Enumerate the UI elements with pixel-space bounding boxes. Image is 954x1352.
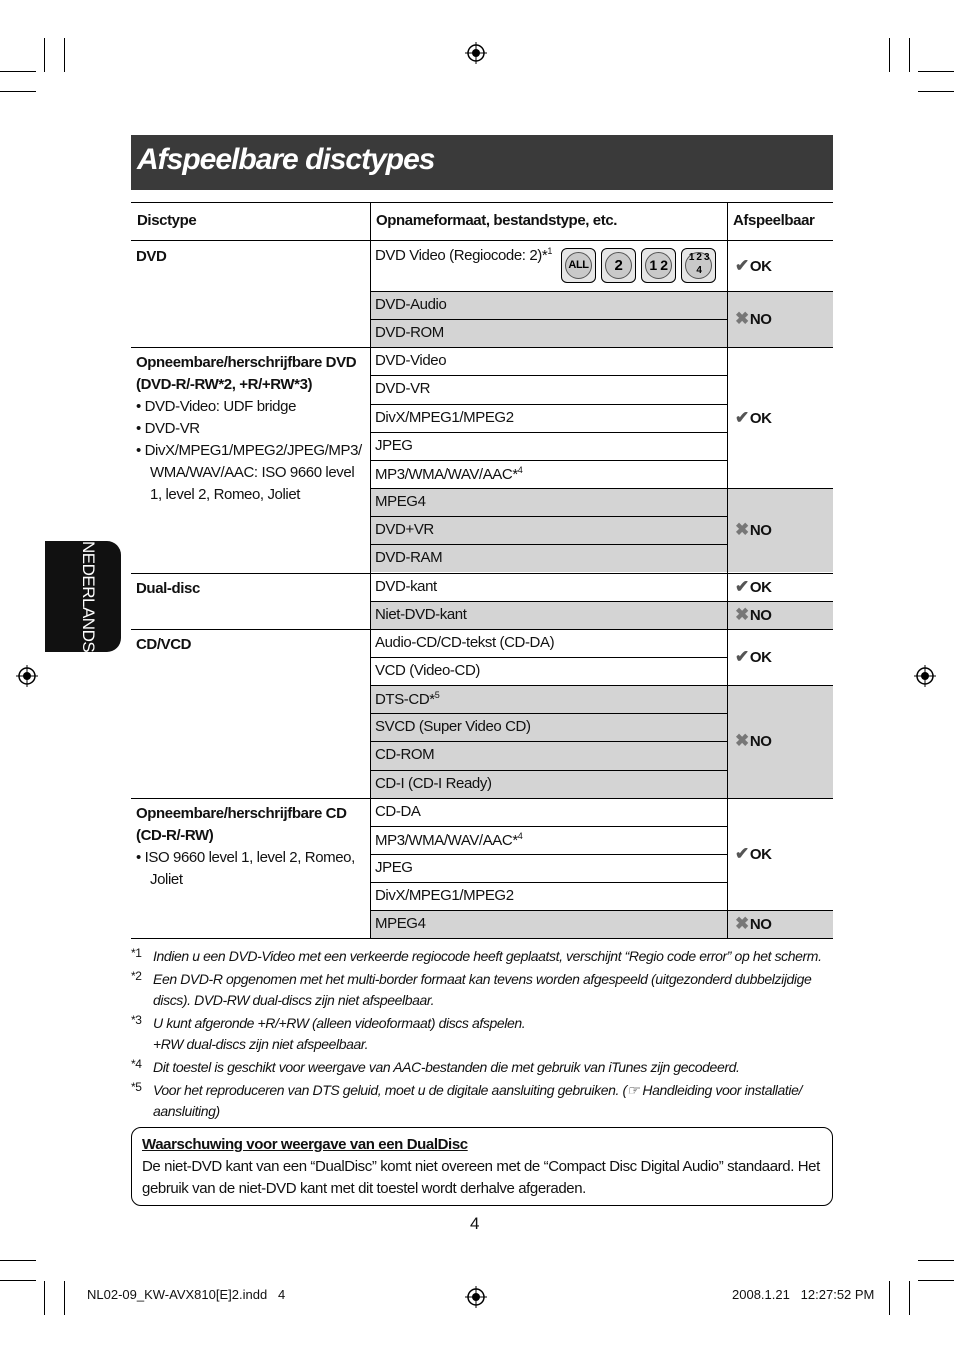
format-label: MP3/WMA/WAV/AAC*	[375, 831, 518, 849]
format-cell	[370, 798, 727, 826]
format-label: JPEG	[375, 859, 413, 876]
format-label: DVD-kant	[375, 577, 437, 595]
row-divider	[370, 488, 727, 489]
ok-badge	[735, 577, 772, 597]
warning-text: De niet-DVD kant van een “DualDisc” komt niet overeen met de “Compact Disc Digital Audio” standaard. Het gebruik van de niet-DVD kant met dit toestel wordt derhalve afgeraden.	[142, 1158, 820, 1197]
format-label: DTS-CD*	[375, 691, 435, 709]
format-label: VCD (Video-CD)	[375, 661, 480, 679]
format-cell	[370, 629, 727, 657]
cross-icon: ✖	[735, 520, 749, 540]
row-divider	[370, 291, 727, 292]
dualdisc-warning-box	[131, 1127, 833, 1206]
row-divider	[370, 601, 727, 602]
row-divider	[370, 657, 727, 658]
page-number: 4	[470, 1214, 480, 1233]
crop-mark	[918, 91, 954, 92]
no-badge	[735, 309, 772, 329]
ok-badge	[735, 408, 772, 428]
format-cell	[370, 291, 727, 319]
row-divider	[370, 319, 727, 320]
group-rule	[131, 938, 833, 939]
format-cell	[370, 319, 727, 347]
crop-mark	[0, 1260, 36, 1261]
format-label: CD-DA	[375, 802, 421, 820]
crop-mark	[64, 38, 65, 72]
crop-mark	[889, 38, 890, 72]
category-name: Dual-disc	[136, 579, 200, 597]
crop-mark	[0, 71, 36, 72]
row-divider	[370, 713, 727, 714]
format-label: CD-ROM	[375, 746, 435, 764]
format-cell	[370, 347, 727, 375]
disc-category	[136, 352, 365, 506]
format-cell	[370, 826, 727, 854]
category-name: Opneembare/herschrijfbare DVD	[136, 354, 357, 372]
category-bullet	[136, 440, 365, 506]
row-divider	[370, 404, 727, 405]
region-1-2-3-4-icon: 1 2 3 4	[681, 248, 716, 283]
no-badge	[735, 605, 772, 625]
format-label: DVD-Video	[375, 352, 447, 370]
category-bullet	[136, 847, 365, 891]
check-icon: ✔	[735, 576, 749, 596]
format-label: DVD+VR	[375, 521, 434, 539]
ok-label: OK	[749, 409, 772, 427]
header-format: Opnameformaat, bestandstype, etc.	[376, 212, 618, 229]
format-label: DVD Video (Regiocode: 2)*	[375, 247, 548, 264]
registration-mark-icon	[914, 665, 936, 687]
format-cell	[370, 882, 727, 910]
category-name: Opneembare/herschrijfbare CD	[136, 804, 347, 822]
format-label: MPEG4	[375, 493, 426, 511]
row-divider	[370, 460, 727, 461]
bullet-text: DVD-VR	[144, 420, 200, 438]
crop-mark	[918, 1280, 954, 1281]
registration-mark-icon	[16, 665, 38, 687]
format-cell	[370, 685, 727, 713]
format-label: Niet-DVD-kant	[375, 605, 467, 623]
format-cell	[370, 460, 727, 488]
row-divider	[370, 770, 727, 771]
header-disctype: Disctype	[137, 212, 197, 229]
row-divider	[370, 685, 727, 686]
format-cell	[370, 601, 727, 629]
bullet-icon: •	[136, 442, 145, 460]
header-playable: Afspeelbaar	[733, 212, 815, 229]
warning-title: Waarschuwing voor weergave van een DualDisc	[142, 1136, 468, 1153]
format-cell	[370, 404, 727, 432]
format-label: DVD-VR	[375, 380, 431, 398]
row-divider	[370, 882, 727, 883]
ok-badge	[735, 647, 772, 667]
crop-mark	[0, 1280, 36, 1281]
title-bar	[131, 135, 833, 190]
category-subname: (CD-R/-RW)	[136, 826, 214, 844]
check-icon: ✔	[735, 646, 749, 666]
format-label: DVD-ROM	[375, 324, 444, 342]
format-label: DVD-RAM	[375, 549, 443, 567]
crop-mark	[64, 1281, 65, 1315]
row-divider	[370, 741, 727, 742]
format-cell	[370, 544, 727, 572]
ok-label: OK	[749, 578, 772, 596]
column-divider	[370, 202, 371, 938]
region-2-icon: 2	[601, 248, 636, 283]
row-divider	[370, 432, 727, 433]
region-all-icon: ALL	[561, 248, 596, 283]
registration-mark-icon	[465, 1286, 487, 1308]
bullet-text: ISO 9660 level 1, level 2, Romeo, Joliet	[144, 848, 355, 888]
crop-mark	[918, 71, 954, 72]
row-divider	[727, 291, 833, 292]
row-divider	[370, 544, 727, 545]
crop-mark	[44, 1281, 45, 1315]
format-cell	[370, 573, 727, 601]
language-label: NEDERLANDS	[79, 541, 98, 653]
category-name: DVD	[136, 248, 167, 265]
bullet-text: DVD-Video: UDF bridge	[144, 398, 297, 416]
no-label: NO	[749, 606, 772, 624]
category-subname: (DVD-R/-RW*2, +R/+RW*3)	[136, 376, 313, 394]
ok-badge	[735, 844, 772, 864]
bullet-icon: •	[136, 848, 145, 866]
disc-category	[136, 246, 365, 268]
row-divider	[370, 826, 727, 827]
format-cell	[370, 375, 727, 403]
format-label: MP3/WMA/WAV/AAC*	[375, 465, 518, 483]
crop-mark	[44, 38, 45, 72]
bullet-icon: •	[136, 398, 145, 416]
format-label: DivX/MPEG1/MPEG2	[375, 887, 514, 905]
row-divider	[370, 516, 727, 517]
format-label: JPEG	[375, 436, 413, 454]
disc-category	[136, 803, 365, 891]
disc-category	[136, 634, 365, 656]
ok-label: OK	[749, 846, 772, 863]
category-bullet	[136, 418, 365, 440]
ok-label: OK	[749, 648, 772, 666]
format-label: DVD-Audio	[375, 296, 447, 313]
format-cell	[370, 713, 727, 741]
no-badge	[735, 914, 772, 934]
no-badge	[735, 731, 772, 751]
format-label: MPEG4	[375, 915, 426, 933]
crop-mark	[0, 91, 36, 92]
format-cell	[370, 488, 727, 516]
row-divider	[370, 375, 727, 376]
cross-icon: ✖	[735, 604, 749, 624]
no-label: NO	[749, 311, 772, 329]
row-divider	[370, 854, 727, 855]
category-name: CD/VCD	[136, 635, 192, 653]
bullet-text: DivX/MPEG1/MPEG2/JPEG/MP3/ WMA/WAV/AAC: ISO 9660 level 1, level 2, Romeo, Joliet	[144, 442, 362, 504]
format-cell	[370, 770, 727, 798]
page-title: Afspeelbare disctypes	[137, 143, 435, 176]
row-divider	[727, 685, 833, 686]
column-divider	[727, 202, 728, 938]
disc-category	[136, 578, 365, 600]
format-cell	[370, 516, 727, 544]
crop-mark	[909, 1281, 910, 1315]
format-label: Audio-CD/CD-tekst (CD-DA)	[375, 633, 555, 651]
row-divider	[727, 601, 833, 602]
no-label: NO	[749, 916, 772, 934]
format-cell	[370, 854, 727, 882]
format-cell	[370, 241, 727, 291]
footnote-ref: 4	[517, 830, 523, 841]
ok-badge	[735, 256, 772, 276]
registration-mark-icon	[465, 42, 487, 64]
language-side-tab	[45, 541, 121, 652]
format-cell	[370, 741, 727, 769]
row-divider	[727, 488, 833, 489]
check-icon: ✔	[735, 407, 749, 427]
no-label: NO	[749, 522, 772, 540]
crop-mark	[889, 1281, 890, 1315]
footnote-ref: 4	[517, 464, 523, 475]
cross-icon: ✖	[735, 309, 749, 329]
region-1-2-icon: 1 2	[641, 248, 676, 283]
no-label: NO	[749, 733, 772, 751]
format-cell	[370, 910, 727, 938]
crop-mark	[918, 1260, 954, 1261]
category-bullet	[136, 396, 365, 418]
cross-icon: ✖	[735, 731, 749, 751]
check-icon: ✔	[735, 844, 749, 863]
format-cell	[370, 432, 727, 460]
footnote-ref: 1	[547, 246, 552, 256]
no-badge	[735, 520, 772, 540]
bullet-icon: •	[136, 420, 145, 438]
format-label: SVCD (Super Video CD)	[375, 718, 531, 736]
footer-filename: NL02-09_KW-AVX810[E]2.indd 4	[87, 1287, 286, 1302]
crop-mark	[909, 38, 910, 72]
row-divider	[370, 910, 727, 911]
footer-timestamp: 2008.1.21 12:27:52 PM	[732, 1287, 875, 1302]
format-label: DivX/MPEG1/MPEG2	[375, 408, 514, 426]
format-cell	[370, 657, 727, 685]
footnote-ref: 5	[434, 690, 440, 701]
row-divider	[727, 910, 833, 911]
ok-label: OK	[749, 258, 772, 275]
format-label: CD-I (CD-I Ready)	[375, 774, 492, 792]
check-icon: ✔	[735, 256, 749, 275]
cross-icon: ✖	[735, 914, 749, 934]
